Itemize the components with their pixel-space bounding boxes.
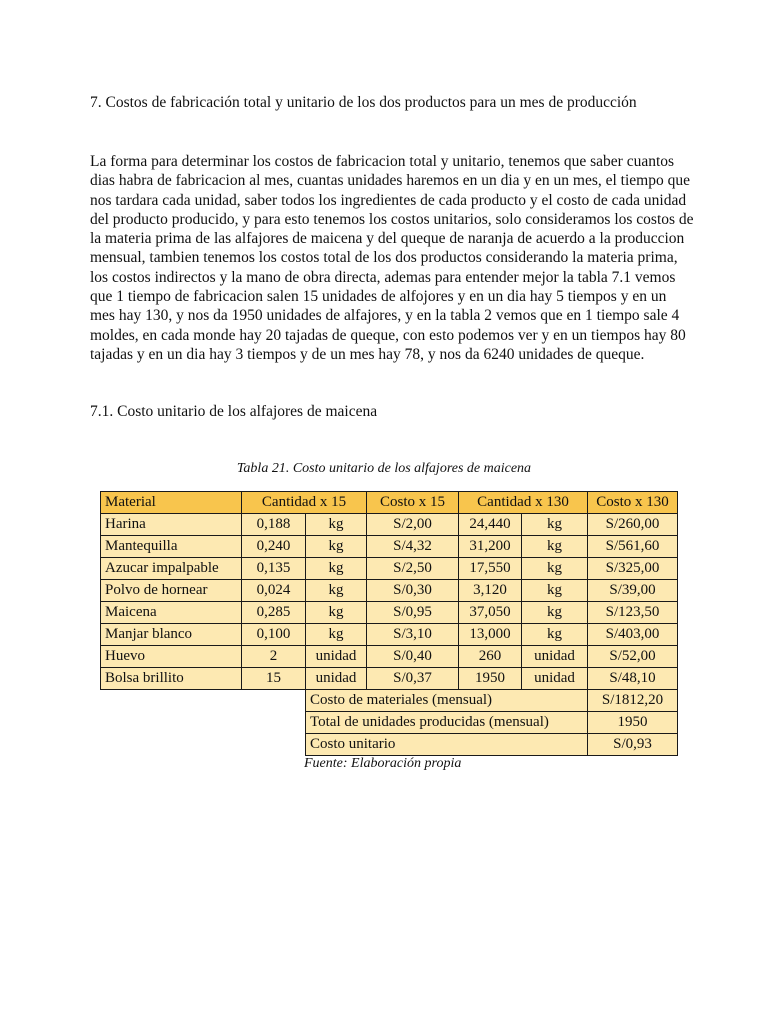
table-row bbox=[101, 624, 678, 646]
qty-130-cell: 13,000 bbox=[459, 624, 522, 646]
body-paragraph bbox=[90, 152, 694, 364]
unit-130-cell: kg bbox=[522, 558, 588, 580]
paragraph-line: moldes, en cada monde hay 20 tajadas de queque, con esto podemos ver y en un tiempos hay 80 bbox=[90, 326, 686, 344]
paragraph-line: la materia prima de las alfajores de maicena y del queque de naranja de acuerdo a la produccion bbox=[90, 230, 685, 248]
qty-15-cell: 15 bbox=[242, 668, 306, 690]
paragraph-line: dias habra de fabricacion al mes, cuantas unidades haremos en un dia y en un mes, el tiempo que bbox=[90, 172, 690, 190]
header-material: Material bbox=[101, 492, 242, 514]
unit-15-cell: unidad bbox=[306, 668, 367, 690]
paragraph-line: mensual, tambien tenemos los costos total de los dos productos considerando la materia prima, bbox=[90, 249, 678, 267]
paragraph-line: los costos indirectos y la mano de obra directa, ademas para entender mejor la tabla 7.1 vemos bbox=[90, 268, 676, 286]
unit-15-cell: kg bbox=[306, 558, 367, 580]
cost-table bbox=[100, 491, 678, 756]
summary-row bbox=[101, 690, 678, 712]
unit-15-cell: kg bbox=[306, 602, 367, 624]
summary-value: S/0,93 bbox=[588, 734, 678, 756]
table-row bbox=[101, 668, 678, 690]
blank-cell bbox=[101, 712, 306, 734]
material-cell: Maicena bbox=[101, 602, 242, 624]
qty-130-cell: 17,550 bbox=[459, 558, 522, 580]
qty-15-cell: 2 bbox=[242, 646, 306, 668]
paragraph-line: tajadas y en un dia hay 3 tiempos y de un mes hay 78, y nos da 6240 unidades de queque. bbox=[90, 345, 645, 363]
unit-130-cell: kg bbox=[522, 602, 588, 624]
unit-130-cell: unidad bbox=[522, 646, 588, 668]
qty-15-cell: 0,285 bbox=[242, 602, 306, 624]
qty-130-cell: 1950 bbox=[459, 668, 522, 690]
qty-130-cell: 3,120 bbox=[459, 580, 522, 602]
material-cell: Huevo bbox=[101, 646, 242, 668]
material-cell: Bolsa brillito bbox=[101, 668, 242, 690]
table-row bbox=[101, 558, 678, 580]
header-qty-15: Cantidad x 15 bbox=[242, 492, 367, 514]
cost-130-cell: S/48,10 bbox=[588, 668, 678, 690]
table-row bbox=[101, 514, 678, 536]
cost-15-cell: S/4,32 bbox=[367, 536, 459, 558]
summary-label: Costo unitario bbox=[306, 734, 588, 756]
paragraph-line: La forma para determinar los costos de fabricacion total y unitario, tenemos que saber cuantos bbox=[90, 153, 675, 170]
qty-15-cell: 0,240 bbox=[242, 536, 306, 558]
qty-15-cell: 0,188 bbox=[242, 514, 306, 536]
unit-130-cell: kg bbox=[522, 624, 588, 646]
table-row bbox=[101, 646, 678, 668]
unit-15-cell: kg bbox=[306, 536, 367, 558]
qty-15-cell: 0,135 bbox=[242, 558, 306, 580]
table-row bbox=[101, 602, 678, 624]
qty-130-cell: 260 bbox=[459, 646, 522, 668]
unit-130-cell: kg bbox=[522, 514, 588, 536]
cost-15-cell: S/3,10 bbox=[367, 624, 459, 646]
qty-130-cell: 31,200 bbox=[459, 536, 522, 558]
unit-15-cell: unidad bbox=[306, 646, 367, 668]
header-cost-15: Costo x 15 bbox=[367, 492, 459, 514]
material-cell: Manjar blanco bbox=[101, 624, 242, 646]
material-cell: Polvo de hornear bbox=[101, 580, 242, 602]
table-header-row bbox=[101, 492, 678, 514]
unit-130-cell: kg bbox=[522, 580, 588, 602]
summary-label: Costo de materiales (mensual) bbox=[306, 690, 588, 712]
summary-label: Total de unidades producidas (mensual) bbox=[306, 712, 588, 734]
table-row bbox=[101, 536, 678, 558]
qty-15-cell: 0,024 bbox=[242, 580, 306, 602]
paragraph-line: mes hay 130, y nos da 1950 unidades de alfajores, y en la tabla 2 vemos que en 1 tiempo sale 4 bbox=[90, 307, 680, 325]
cost-15-cell: S/2,50 bbox=[367, 558, 459, 580]
paragraph-line: del producto producido, y para esto tenemos los costos unitarios, solo consideramos los costos de bbox=[90, 210, 694, 228]
header-cost-130: Costo x 130 bbox=[588, 492, 678, 514]
qty-130-cell: 24,440 bbox=[459, 514, 522, 536]
section-heading: 7. Costos de fabricación total y unitario de los dos productos para un mes de producción bbox=[90, 94, 637, 111]
cost-15-cell: S/0,40 bbox=[367, 646, 459, 668]
unit-130-cell: unidad bbox=[522, 668, 588, 690]
cost-130-cell: S/123,50 bbox=[588, 602, 678, 624]
header-qty-130: Cantidad x 130 bbox=[459, 492, 588, 514]
cost-130-cell: S/39,00 bbox=[588, 580, 678, 602]
table-caption: Tabla 21. Costo unitario de los alfajores de maicena bbox=[236, 461, 532, 476]
cost-15-cell: S/0,30 bbox=[367, 580, 459, 602]
unit-15-cell: kg bbox=[306, 624, 367, 646]
material-cell: Mantequilla bbox=[101, 536, 242, 558]
cost-130-cell: S/561,60 bbox=[588, 536, 678, 558]
blank-cell bbox=[101, 690, 306, 712]
table-row bbox=[101, 580, 678, 602]
cost-130-cell: S/403,00 bbox=[588, 624, 678, 646]
cost-15-cell: S/0,95 bbox=[367, 602, 459, 624]
table-source: Fuente: Elaboración propia bbox=[304, 756, 462, 771]
paragraph-line: que 1 tiempo de fabricacion salen 15 unidades de alfojores y en un dia hay 5 tiempos y en un bbox=[90, 288, 667, 306]
summary-value: 1950 bbox=[588, 712, 678, 734]
unit-15-cell: kg bbox=[306, 514, 367, 536]
cost-130-cell: S/325,00 bbox=[588, 558, 678, 580]
unit-15-cell: kg bbox=[306, 580, 367, 602]
paragraph-line: nos tardara cada unidad, saber todos los ingredientes de cada producto y el costo de cada unidad bbox=[90, 191, 687, 209]
blank-cell bbox=[101, 734, 306, 756]
cost-130-cell: S/260,00 bbox=[588, 514, 678, 536]
summary-row bbox=[101, 734, 678, 756]
material-cell: Harina bbox=[101, 514, 242, 536]
cost-130-cell: S/52,00 bbox=[588, 646, 678, 668]
qty-130-cell: 37,050 bbox=[459, 602, 522, 624]
cost-15-cell: S/2,00 bbox=[367, 514, 459, 536]
subsection-heading: 7.1. Costo unitario de los alfajores de maicena bbox=[90, 403, 378, 420]
summary-value: S/1812,20 bbox=[588, 690, 678, 712]
unit-130-cell: kg bbox=[522, 536, 588, 558]
cost-15-cell: S/0,37 bbox=[367, 668, 459, 690]
summary-row bbox=[101, 712, 678, 734]
qty-15-cell: 0,100 bbox=[242, 624, 306, 646]
material-cell: Azucar impalpable bbox=[101, 558, 242, 580]
